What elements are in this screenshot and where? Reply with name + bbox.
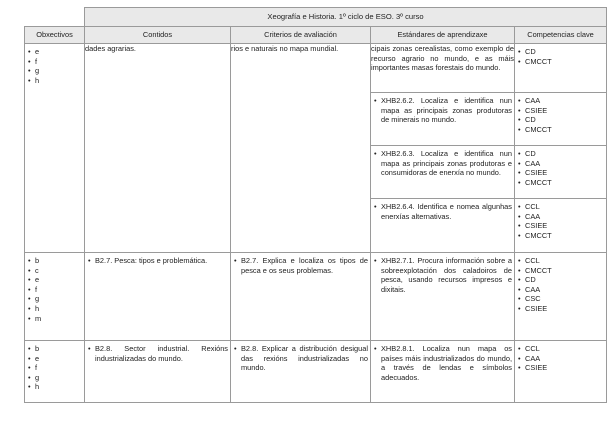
- block1-standard-3: [371, 146, 515, 199]
- header-criteria: Criterios de avaliación: [231, 27, 371, 44]
- competence-item: • CSC: [518, 294, 604, 304]
- objective-item: • g: [28, 294, 82, 304]
- header-contents: Contidos: [85, 27, 231, 44]
- block1-competences-2: [515, 93, 607, 146]
- block3-competences: [515, 341, 607, 403]
- competence-item: • CSIEE: [518, 106, 604, 116]
- competence-item: • CMCCT: [518, 125, 604, 135]
- block2-objectives: [25, 253, 85, 341]
- competence-item: • CMCCT: [518, 231, 604, 241]
- standard-item: • XHB2.8.1. Localiza nun mapa os países máis industrializados do mundo, a través de lendas e símbolos adecuados.: [374, 344, 512, 382]
- objective-item: • f: [28, 363, 82, 373]
- header-objectives: Obxectivos: [25, 27, 85, 44]
- block1-contents: dades agrarias.: [85, 44, 231, 253]
- objective-item: • e: [28, 354, 82, 364]
- competence-item: • CMCCT: [518, 266, 604, 276]
- competence-item: • CD: [518, 115, 604, 125]
- competence-item: • CSIEE: [518, 221, 604, 231]
- competence-item: • CMCCT: [518, 178, 604, 188]
- objective-item: • h: [28, 382, 82, 392]
- competence-item: • CAA: [518, 159, 604, 169]
- table-title: Xeografía e Historia. 1º ciclo de ESO. 3º curso: [85, 8, 607, 27]
- block3-standard: [371, 341, 515, 403]
- block2-standard: [371, 253, 515, 341]
- content-item: • B2.8. Sector industrial. Rexións industrializadas do mundo.: [88, 344, 228, 363]
- competence-item: • CMCCT: [518, 57, 604, 67]
- objective-item: • e: [28, 47, 82, 57]
- objective-item: • g: [28, 373, 82, 383]
- objective-item: • c: [28, 266, 82, 276]
- objective-item: • f: [28, 57, 82, 67]
- competence-item: • CAA: [518, 354, 604, 364]
- block1-standard-4: [371, 199, 515, 253]
- competence-item: • CD: [518, 47, 604, 57]
- competence-item: • CSIEE: [518, 168, 604, 178]
- block2-contents: [85, 253, 231, 341]
- competence-item: • CD: [518, 149, 604, 159]
- competence-item: • CAA: [518, 96, 604, 106]
- competence-item: • CAA: [518, 212, 604, 222]
- objective-item: • h: [28, 304, 82, 314]
- objective-item: • b: [28, 344, 82, 354]
- objective-item: • f: [28, 285, 82, 295]
- block1-criteria: rios e naturais no mapa mundial.: [231, 44, 371, 253]
- competence-item: • CCL: [518, 344, 604, 354]
- block3-contents: [85, 341, 231, 403]
- competence-item: • CD: [518, 275, 604, 285]
- standard-item: • XHB2.6.3. Localiza e identifica nun mapa as principais zonas produtoras e consumidoras de enerxía no mundo.: [374, 149, 512, 178]
- competence-item: • CCL: [518, 202, 604, 212]
- header-standards: Estándares de aprendizaxe: [371, 27, 515, 44]
- block1-competences-4: [515, 199, 607, 253]
- objective-item: • e: [28, 275, 82, 285]
- block1-standard-1: cipais zonas cerealistas, como exemplo de recurso agrario no mundo, e as máis importantes masas forestais do mundo.: [371, 44, 515, 93]
- competence-item: • CAA: [518, 285, 604, 295]
- header-competences: Competencias clave: [515, 27, 607, 44]
- block1-competences-3: [515, 146, 607, 199]
- header-blank-cell: [25, 8, 85, 27]
- standard-item: • XHB2.6.4. Identifica e nomea algunhas enerxías alternativas.: [374, 202, 512, 221]
- block1-standard-2: [371, 93, 515, 146]
- criteria-item: • B2.7. Explica e localiza os tipos de pesca e os seus problemas.: [234, 256, 368, 275]
- standard-item: • XHB2.6.2. Localiza e identifica nun mapa as principais zonas produtoras de minerais no mundo.: [374, 96, 512, 125]
- block2-criteria: [231, 253, 371, 341]
- block1-objectives: [25, 44, 85, 253]
- content-item: • B2.7. Pesca: tipos e problemática.: [88, 256, 228, 266]
- competence-item: • CSIEE: [518, 363, 604, 373]
- objective-item: • h: [28, 76, 82, 86]
- block3-objectives: [25, 341, 85, 403]
- criteria-item: • B2.8. Explicar a distribución desigual das rexións industrializadas no mundo.: [234, 344, 368, 373]
- curriculum-table: [24, 7, 607, 403]
- competence-item: • CSIEE: [518, 304, 604, 314]
- block1-competences-1: [515, 44, 607, 93]
- objective-item: • g: [28, 66, 82, 76]
- objective-item: • b: [28, 256, 82, 266]
- objective-item: • m: [28, 314, 82, 324]
- competence-item: • CCL: [518, 256, 604, 266]
- standard-item: • XHB2.7.1. Procura información sobre a sobreexplotación dos caladoiros de pesca, usando recursos impresos e dixitais.: [374, 256, 512, 294]
- block3-criteria: [231, 341, 371, 403]
- block2-competences: [515, 253, 607, 341]
